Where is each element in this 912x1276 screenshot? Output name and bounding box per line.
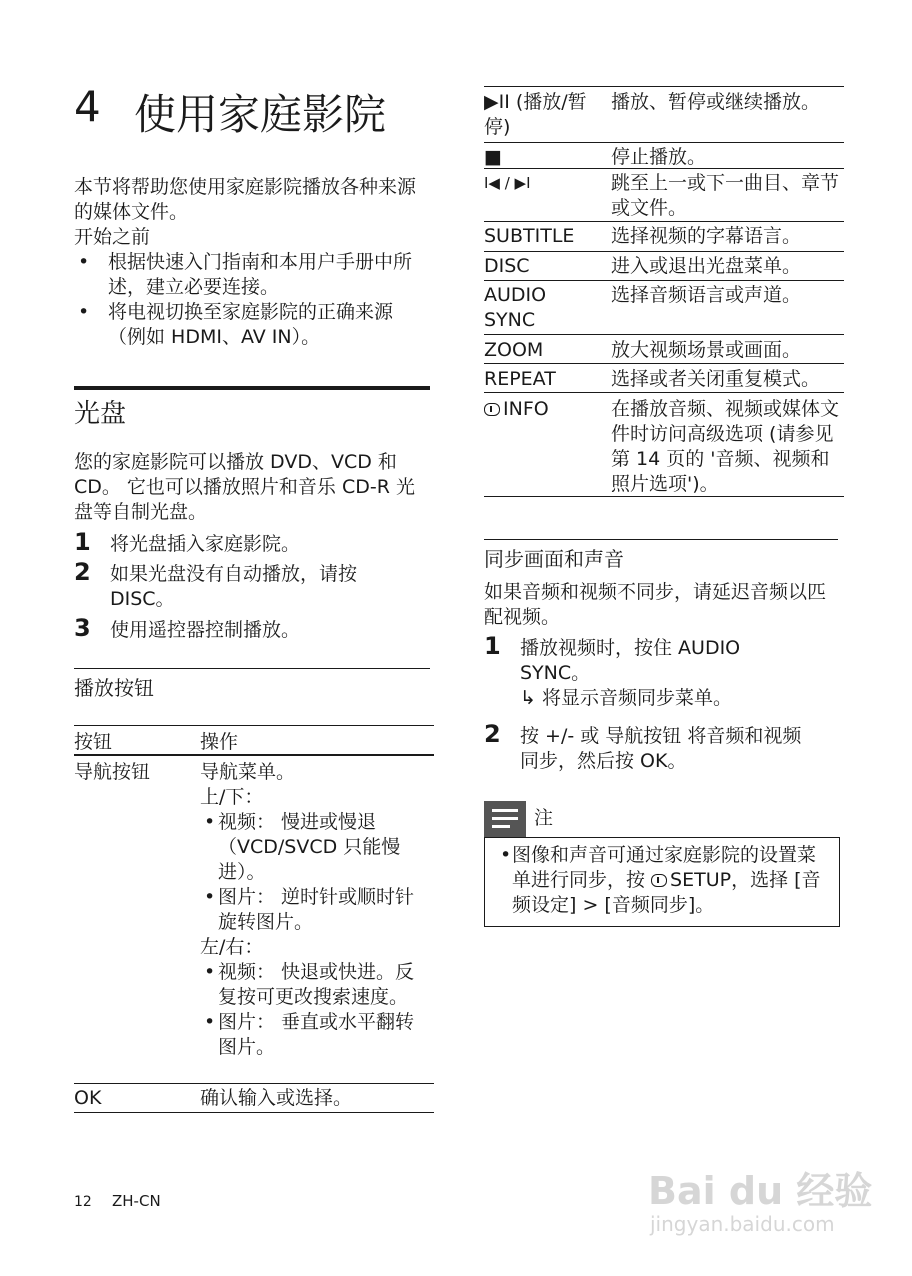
step-text: 如果光盘没有自动播放，请按 DISC。 [110, 563, 358, 610]
sync-step-2 [484, 720, 834, 774]
nav-action [200, 760, 432, 1060]
list-item: • 将电视切换至家庭影院的正确来源（例如 HDMI、AV IN）。 [74, 300, 430, 350]
before-start-list [74, 250, 430, 350]
note-text: 图像和声音可通过家庭影院的设置菜单进行同步，按 [512, 844, 817, 891]
ctl-action: 跳至上一或下一曲目、章节或文件。 [611, 172, 840, 219]
step-text: 播放视频时，按住 AUDIO SYNC。 [520, 637, 741, 684]
ctl-button-label: INFO [503, 398, 549, 420]
chapter-title: 使用家庭影院 [134, 90, 387, 139]
col-header-button: 按钮 [74, 731, 113, 753]
list-item: • 图片： 垂直或水平翻转图片。 [200, 1010, 432, 1060]
nav-action-title: 导航菜单。 [200, 761, 296, 783]
row-rule [484, 363, 844, 364]
step-text: 将光盘插入家庭影院。 [110, 533, 301, 555]
step-text: 使用遥控器控制播放。 [110, 619, 301, 641]
setup-icon [651, 874, 667, 887]
table-bottom-rule [74, 1112, 434, 1113]
step-number: 1 [484, 632, 501, 660]
row-rule [484, 392, 844, 393]
nav-updown-label: 上/下： [200, 786, 264, 808]
list-item: • 视频： 快退或快进。反复按可更改搜索速度。 [200, 960, 432, 1010]
result-arrow-icon: ↳ [520, 687, 536, 709]
section-rule [74, 386, 430, 390]
row-rule [484, 221, 844, 222]
sync-step-1 [484, 632, 784, 686]
ok-action: 确认输入或选择。 [200, 1087, 353, 1109]
table-header-rule [74, 754, 434, 756]
result-text: 将显示音频同步菜单。 [541, 687, 732, 709]
ctl-prev-next: I◀ / ▶I [484, 174, 531, 192]
page-number: 12 [74, 1194, 92, 1210]
controls-bottom-rule [484, 496, 844, 497]
ctl-button-label: ▶II (播放/暂停) [484, 91, 587, 138]
footer-lang: ZH-CN [112, 1192, 161, 1210]
disc-step-2 [74, 558, 430, 612]
chapter-number: 4 [74, 82, 101, 131]
ctl-action: 放大视频场景或画面。 [611, 339, 802, 361]
step-text: 按 +/- 或 导航按钮 将音频和视频同步，然后按 OK。 [520, 725, 802, 772]
table-top-rule [74, 725, 434, 726]
ctl-play-pause [484, 90, 594, 140]
subsection-rule [484, 539, 838, 540]
step-number: 2 [484, 720, 501, 748]
list-item: • 图片： 逆时针或顺时针旋转图片。 [200, 885, 432, 935]
sync-heading: 同步画面和声音 [484, 547, 624, 571]
ctl-action: 选择音频语言或声道。 [611, 284, 802, 306]
col-header-action: 操作 [200, 731, 239, 753]
ctl-action: 在播放音频、视频或媒体文件时访问高级选项 (请参见第 14 页的 '音频、视频和照片选项')。 [611, 398, 840, 495]
row-rule [484, 168, 844, 169]
controls-top-rule [484, 86, 844, 87]
row-rule [484, 334, 844, 335]
ctl-repeat: REPEAT [484, 368, 556, 390]
note-icon [484, 801, 526, 837]
table-row-rule [74, 1083, 434, 1084]
list-item: • 根据快速入门指南和本用户手册中所述，建立必要连接。 [74, 250, 430, 300]
ctl-subtitle: SUBTITLE [484, 225, 575, 247]
info-icon [484, 403, 500, 416]
ctl-info [484, 397, 549, 422]
ok-button-label: OK [74, 1087, 102, 1109]
disc-step-3 [74, 614, 430, 643]
nav-leftright-label: 左/右： [200, 936, 264, 958]
ctl-action: 进入或退出光盘菜单。 [611, 255, 802, 277]
ctl-stop: ■ [484, 146, 502, 168]
subsection-rule [74, 668, 430, 669]
intro-text: 本节将帮助您使用家庭影院播放各种来源的媒体文件。 [74, 176, 417, 223]
note-label: 注 [534, 807, 554, 829]
list-item: • 视频： 慢进或慢退（VCD/SVCD 只能慢进）。 [200, 810, 432, 885]
ctl-action: 停止播放。 [611, 146, 707, 168]
sync-paragraph: 如果音频和视频不同步，请延迟音频以匹配视频。 [484, 581, 827, 628]
ctl-zoom: ZOOM [484, 339, 544, 361]
watermark-url: jingyan.baidu.com [650, 1212, 835, 1236]
row-rule [484, 251, 844, 252]
ctl-action: 播放、暂停或继续播放。 [611, 91, 821, 113]
sync-step-1-result [520, 686, 732, 711]
ctl-disc: DISC [484, 255, 530, 277]
ctl-audio-sync: AUDIO SYNC [484, 284, 547, 331]
ctl-action: 选择视频的字幕语言。 [611, 225, 802, 247]
step-number: 3 [74, 614, 91, 642]
watermark-brand: Bai du 经验 [648, 1169, 873, 1213]
play-buttons-heading: 播放按钮 [74, 676, 154, 700]
ctl-action: 选择或者关闭重复模式。 [611, 368, 821, 390]
step-number: 2 [74, 558, 91, 586]
step-number: 1 [74, 528, 91, 556]
note-content [496, 843, 832, 918]
disc-paragraph: 您的家庭影院可以播放 DVD、VCD 和 CD。 它也可以播放照片和音乐 CD-R 光盘等自制光盘。 [74, 451, 415, 523]
list-item [496, 843, 832, 918]
row-rule [484, 280, 844, 281]
note-setup-text: SETUP，选择 [音频设定] > [音频同步]。 [512, 869, 821, 916]
row-rule [484, 142, 844, 143]
nav-button-label: 导航按钮 [74, 761, 151, 783]
before-start-heading: 开始之前 [74, 226, 151, 248]
disc-heading: 光盘 [74, 399, 127, 429]
disc-step-1 [74, 528, 430, 557]
